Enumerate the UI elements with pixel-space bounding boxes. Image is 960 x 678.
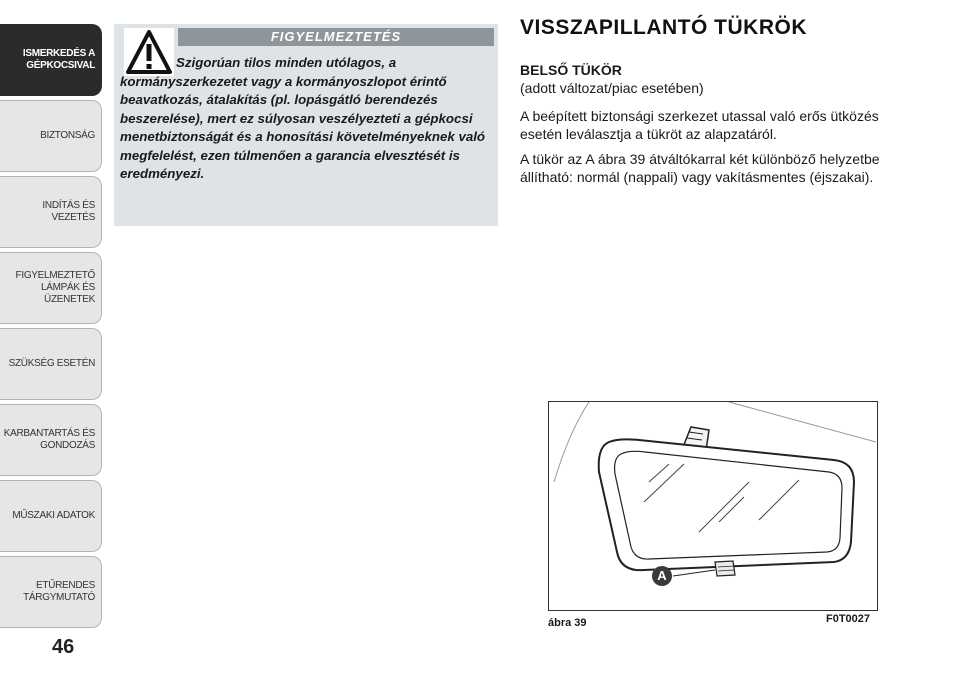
section-title: VISSZAPILLANTÓ TÜKRÖK xyxy=(520,16,807,39)
warning-title: FIGYELMEZTETÉS xyxy=(178,28,494,46)
tab-karbantartas[interactable]: KARBANTARTÁS ÉS GONDOZÁS xyxy=(0,404,102,476)
warning-text: Szigorúan tilos minden utólagos, a kormányszerkezetet vagy a kormányoszlopot érintő beavatkozás, átalakítás (pl. lopásgátló berendezés beszerelése), mert ez súlyosan veszélyezteti a gépkocsi menetbiztonságát és a honosítási követelményeknek való megfelelést, ezen túlmenően a garancia elvesztését is eredményezi. xyxy=(120,55,486,181)
tab-targymutato[interactable]: ETŰRENDES TÁRGYMUTATÓ xyxy=(0,556,102,628)
availability-note: (adott változat/piac esetében) xyxy=(520,80,704,96)
rear-view-mirror-illustration xyxy=(549,402,876,609)
figure-code: F0T0027 xyxy=(826,613,871,625)
tab-biztonsag[interactable]: BIZTONSÁG xyxy=(0,100,102,172)
tab-ismerkedes[interactable]: ISMERKEDÉS A GÉPKOCSIVAL xyxy=(0,24,102,96)
paragraph-1: A beépített biztonsági szerkezet utassal való erős ütközés esetén leválasztja a tükröt az alapzatáról. xyxy=(520,108,879,142)
chapter-tabs xyxy=(0,24,102,632)
marker-a-label: A xyxy=(657,568,667,583)
tab-inditas[interactable]: INDÍTÁS ÉS VEZETÉS xyxy=(0,176,102,248)
paragraph-2: A tükör az A ábra 39 átváltókarral két különböző helyzetbe állítható: normál (nappali) vagy vakításmentes (éjszakai). xyxy=(520,151,880,185)
figure-caption: ábra 39 xyxy=(548,617,587,629)
tab-szukseg[interactable]: SZÜKSÉG ESETÉN xyxy=(0,328,102,400)
figure-mirror xyxy=(548,401,878,611)
warning-box xyxy=(114,24,498,226)
tab-muszaki[interactable]: MŰSZAKI ADATOK xyxy=(0,480,102,552)
tab-figyelmezteto[interactable]: FIGYELMEZTETŐ LÁMPÁK ÉS ÜZENETEK xyxy=(0,252,102,324)
section-subtitle: BELSŐ TÜKÖR xyxy=(520,62,622,78)
page-number: 46 xyxy=(52,636,75,658)
